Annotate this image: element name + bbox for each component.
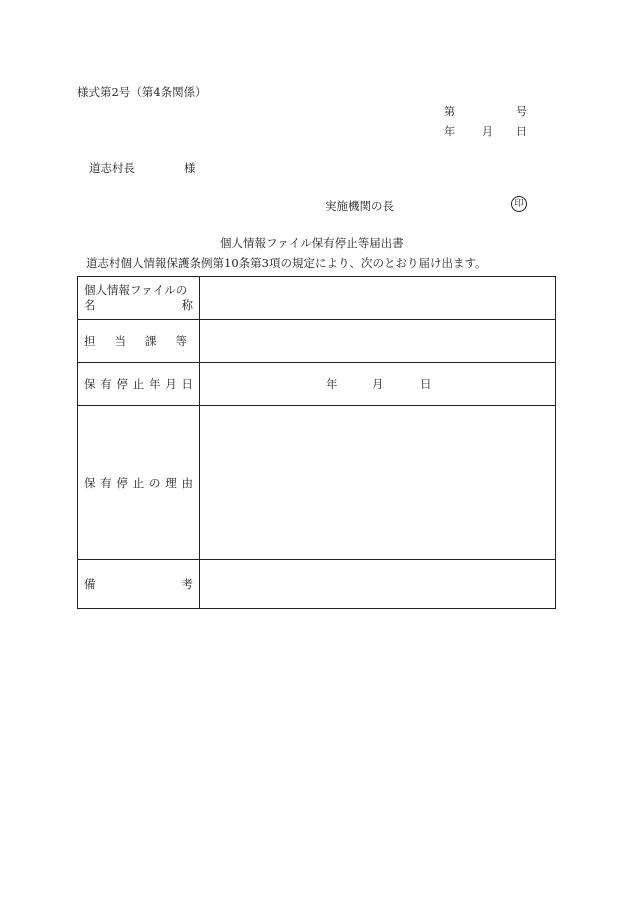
remarks-field[interactable] — [200, 560, 556, 609]
seal-icon: 印 — [511, 196, 527, 212]
date-day: 日 — [516, 125, 527, 138]
department-field[interactable] — [200, 320, 556, 363]
reason-label — [78, 406, 200, 560]
department-label-char: 担 — [84, 334, 96, 348]
stop-date-label-char: 止 — [132, 377, 145, 391]
stop-date-label-char: 年 — [149, 377, 161, 391]
intro-text: 道志村個人情報保護条例第10条第3項の規定により、次のとおり届け出ます。 — [86, 256, 487, 270]
reason-label-char: 理 — [165, 475, 177, 490]
stop-date-day: 日 — [420, 377, 432, 391]
date-month: 月 — [482, 125, 493, 138]
department-label-char: 課 — [145, 334, 157, 348]
reason-label-char: 保 — [84, 475, 96, 490]
department-label-char: 当 — [114, 334, 126, 348]
stop-date-label-char: 停 — [116, 377, 128, 391]
document-title: 個人情報ファイル保有停止等届出書 — [220, 236, 404, 250]
stop-date-label-char: 月 — [165, 377, 177, 391]
sender-label: 実施機関の長 — [325, 199, 394, 213]
submission-date — [444, 123, 527, 139]
remarks-label-char: 備 — [84, 577, 96, 591]
file-name-label — [78, 277, 200, 320]
document-number-suffix: 号 — [516, 105, 527, 118]
file-name-field[interactable] — [200, 277, 556, 320]
reason-label-char: 有 — [100, 475, 112, 490]
file-name-label-char-b: 称 — [181, 298, 193, 312]
stop-date-label — [78, 363, 200, 406]
addressee-honorific: 様 — [184, 161, 196, 175]
department-label-char: 等 — [175, 334, 187, 348]
department-label — [78, 320, 200, 363]
remarks-label-char: 考 — [181, 577, 193, 591]
stop-date-field[interactable] — [200, 363, 556, 406]
table-row-stop-date — [78, 363, 556, 406]
file-name-label-line1: 個人情報ファイルの — [84, 283, 188, 297]
table-row-reason — [78, 406, 556, 560]
reason-field[interactable] — [200, 406, 556, 560]
reason-label-char: 由 — [181, 475, 193, 490]
stop-date-label-char: 保 — [84, 377, 96, 391]
reason-label-char: の — [149, 475, 161, 490]
table-row-department — [78, 320, 556, 363]
document-number-label: 第 — [444, 105, 455, 118]
form-table — [77, 276, 556, 609]
stop-date-label-char: 有 — [100, 377, 112, 391]
form-number: 様式第2号（第4条関係） — [77, 85, 207, 99]
file-name-label-char-a: 名 — [84, 298, 96, 312]
table-row-file-name — [78, 277, 556, 320]
stop-date-label-char: 日 — [181, 377, 193, 391]
remarks-label — [78, 560, 200, 609]
stop-date-month: 月 — [372, 377, 384, 391]
addressee-name: 道志村長 — [89, 161, 135, 175]
reason-label-char: 止 — [132, 475, 145, 490]
table-row-remarks — [78, 560, 556, 609]
stop-date-year: 年 — [326, 377, 338, 391]
date-year: 年 — [444, 125, 455, 138]
reason-label-char: 停 — [116, 475, 128, 490]
